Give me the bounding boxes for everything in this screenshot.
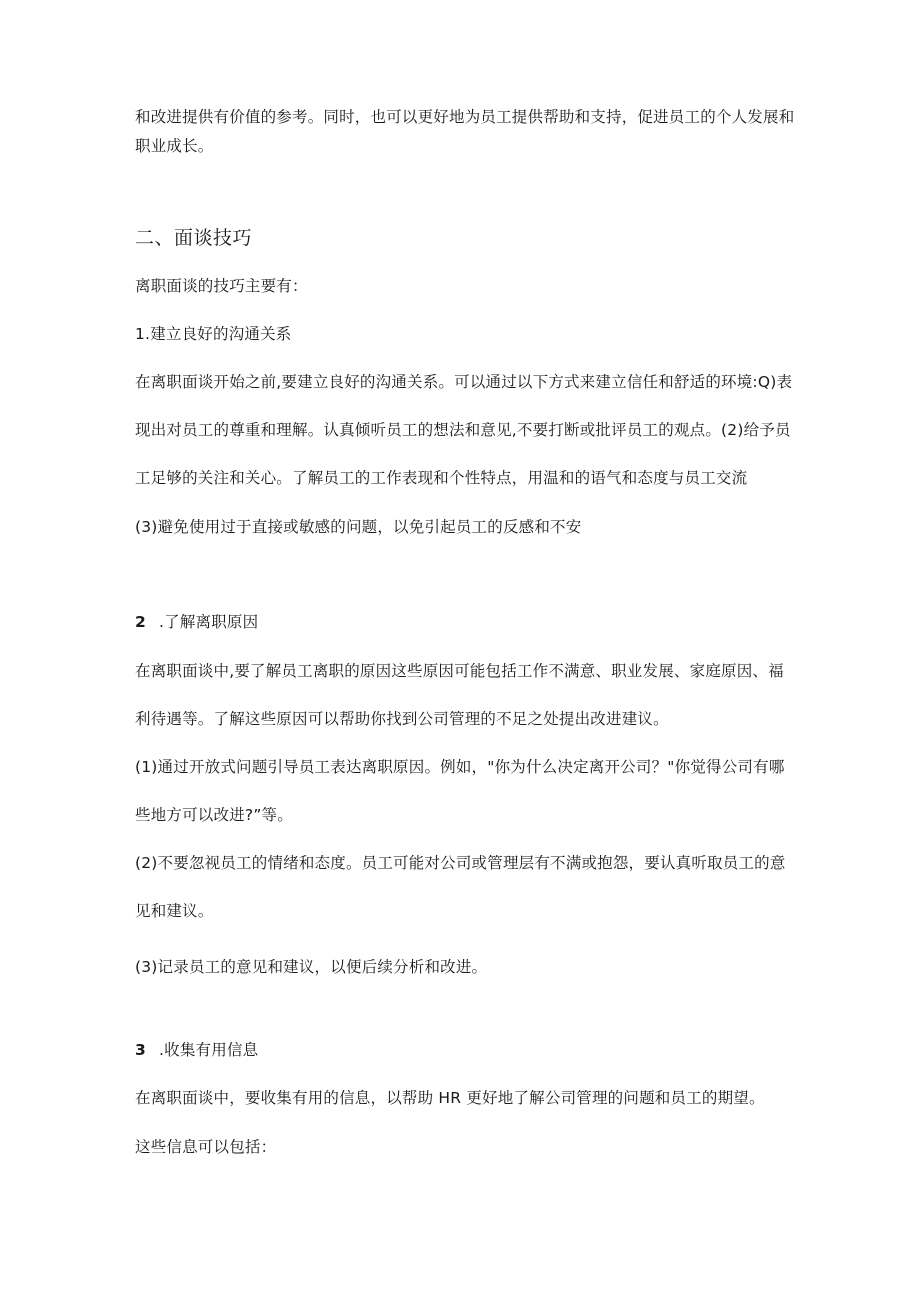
item1-paragraph-line: (3)避免使用过于直接或敏感的问题，以免引起员工的反感和不安 [135, 518, 582, 536]
intro-line-2: 职业成长。 [135, 137, 214, 155]
item2-paragraph-line: (1)通过开放式问题引导员工表达离职原因。例如，"你为什么决定离开公司？"你觉得公司有哪 [135, 758, 785, 776]
section-intro: 离职面谈的技巧主要有： [135, 277, 308, 295]
item3-heading [135, 1040, 258, 1060]
intro-line-1: 和改进提供有价值的参考。同时，也可以更好地为员工提供帮助和支持，促进员工的个人发展和 [135, 108, 795, 126]
item2-paragraph-line: 些地方可以改进?”等。 [135, 806, 293, 824]
item3-paragraph-line: 在离职面谈中，要收集有用的信息，以帮助 HR 更好地了解公司管理的问题和员工的期望。 [135, 1089, 765, 1107]
item1-paragraph-line: 现出对员工的尊重和理解。认真倾听员工的想法和意见,不要打断或批评员工的观点。(2)给予员 [135, 421, 791, 439]
section-heading: 二、面谈技巧 [135, 227, 253, 249]
item2-title: .了解离职原因 [159, 613, 259, 631]
item2-heading [135, 612, 258, 632]
item2-paragraph-line: (2)不要忽视员工的情绪和态度。员工可能对公司或管理层有不满或抱怨，要认真听取员工的意 [135, 854, 786, 872]
item1-paragraph-line: 工足够的关注和关心。了解员工的工作表现和个性特点，用温和的语气和态度与员工交流 [135, 469, 748, 487]
item3-paragraph-line: 这些信息可以包括： [135, 1138, 277, 1156]
item2-paragraph-line: 见和建议。 [135, 902, 214, 920]
item3-title: .收集有用信息 [159, 1041, 259, 1059]
item2-paragraph-line: (3)记录员工的意见和建议，以便后续分析和改进。 [135, 958, 488, 976]
item2-number: 2 [135, 613, 146, 631]
item1-paragraph-line: 在离职面谈开始之前,要建立良好的沟通关系。可以通过以下方式来建立信任和舒适的环境:Q)表 [135, 373, 793, 391]
item3-number: 3 [135, 1041, 146, 1059]
item2-paragraph-line: 利待遇等。了解这些原因可以帮助你找到公司管理的不足之处提出改进建议。 [135, 710, 669, 728]
item2-paragraph-line: 在离职面谈中,要了解员工离职的原因这些原因可能包括工作不满意、职业发展、家庭原因、福 [135, 662, 784, 680]
item1-title: 1.建立良好的沟通关系 [135, 325, 292, 343]
